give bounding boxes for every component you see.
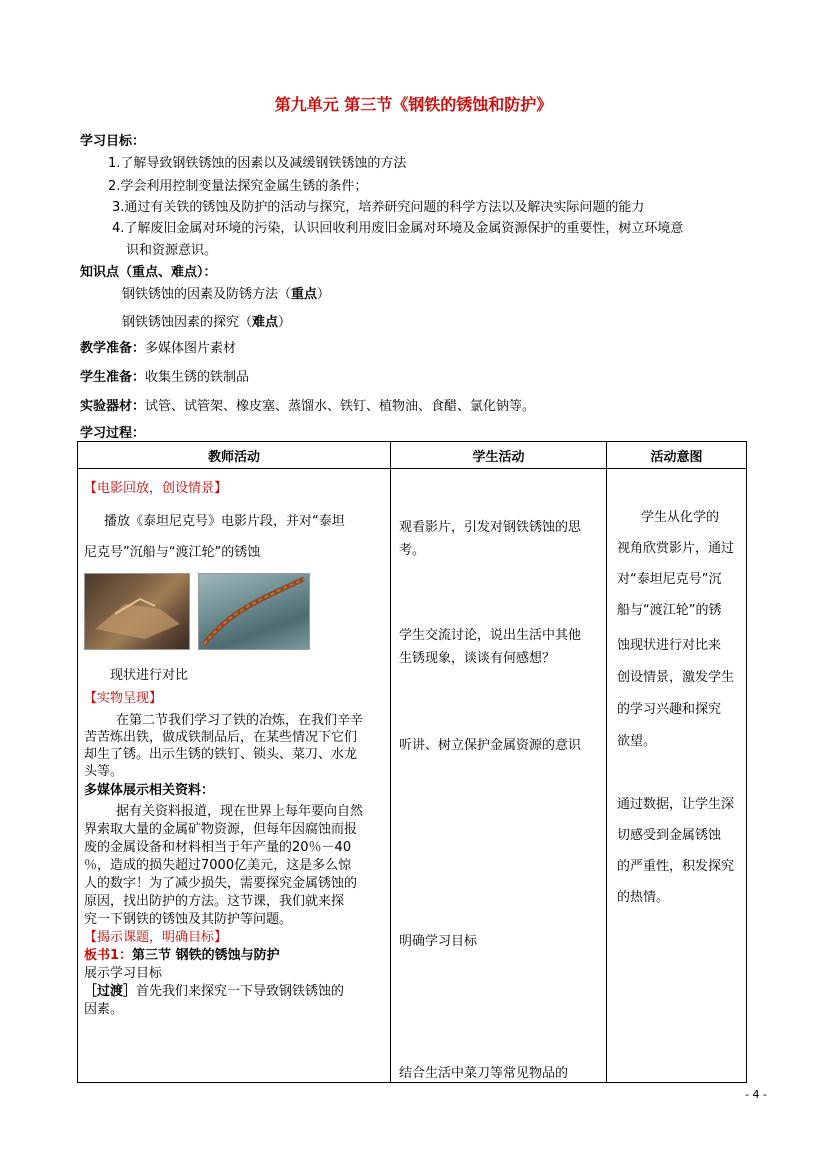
knowledge-paren: ） bbox=[317, 287, 331, 302]
teacher-prep-label: 教学准备： bbox=[80, 341, 146, 356]
paragraph-line: 现状进行对比 bbox=[110, 668, 189, 683]
intent-line: 切感受到金属锈蚀 bbox=[617, 828, 722, 843]
student-activity-line: 明确学习目标 bbox=[399, 934, 478, 949]
paragraph-line: 尼克号”沉船与“渡江轮”的锈蚀 bbox=[84, 545, 261, 560]
student-prep-label: 学生准备： bbox=[80, 370, 146, 385]
intent-line: 视角欣赏影片，通过 bbox=[617, 541, 735, 556]
board-text: 第三节 钢铁的锈蚀与防护 bbox=[132, 948, 280, 963]
objective-item: 1.了解导致钢铁锈蚀的因素以及减缓钢铁锈蚀的方法 bbox=[108, 156, 407, 171]
header-intent: 活动意图 bbox=[607, 442, 747, 469]
board-label: 板书1： bbox=[84, 948, 133, 963]
paragraph-line: ％，造成的损失超过7000亿美元，这是多么惊 bbox=[84, 858, 352, 873]
paragraph-line: 在第二节我们学习了铁的冶炼，在我们辛辛 bbox=[116, 713, 364, 728]
teacher-cell bbox=[78, 469, 391, 1083]
student-activity-line: 生锈现象，谈谈有何感想？ bbox=[399, 651, 556, 666]
ferry-rust-image bbox=[198, 573, 310, 650]
section-heading: 【实物呈现】 bbox=[84, 691, 163, 706]
paragraph-line: 据有关资料报道，现在世界上每年要向自然 bbox=[116, 804, 364, 819]
intent-line: 的严重性，积发探究 bbox=[617, 859, 735, 874]
section-heading: 【揭示课题，明确目标】 bbox=[84, 930, 228, 945]
page-number: - 4 - bbox=[745, 1088, 767, 1101]
process-heading: 学习过程： bbox=[80, 426, 146, 441]
intent-line: 的学习兴趣和探究 bbox=[617, 702, 722, 717]
intent-cell bbox=[607, 469, 747, 1083]
teacher-prep-value: 多媒体图片素材 bbox=[145, 341, 237, 356]
objective-item: 2.学会利用控制变量法探究金属生锈的条件； bbox=[108, 179, 368, 194]
equipment-label: 实验器材： bbox=[80, 399, 146, 414]
paragraph-line: 却生了锈。出示生锈的铁钉、锁头、菜刀、水龙 bbox=[84, 747, 358, 762]
student-activity-line: 结合生活中菜刀等常见物品的 bbox=[399, 1066, 569, 1081]
student-activity-line: 听讲、树立保护金属资源的意识 bbox=[399, 738, 582, 753]
paragraph-line: 究一下钢铁的锈蚀及其防护等问题。 bbox=[84, 912, 293, 927]
paragraph-line: 废的金属设备和材料相当于年产量的20％－40 bbox=[84, 840, 352, 855]
student-activity-line: 观看影片，引发对钢铁锈蚀的思 bbox=[399, 520, 582, 535]
student-activity-line: 考。 bbox=[399, 543, 426, 558]
header-teacher: 教师活动 bbox=[78, 442, 391, 469]
section-heading: 【电影回放，创设情景】 bbox=[84, 481, 228, 496]
knowledge-paren: ） bbox=[278, 315, 292, 330]
teacher-prep bbox=[80, 337, 236, 356]
knowledge-text: 钢铁锈蚀因素的探究（ bbox=[122, 315, 253, 330]
knowledge-point-1 bbox=[122, 283, 330, 302]
intent-line: 通过数据，让学生深 bbox=[617, 797, 735, 812]
intent-line: 船与“渡江轮”的锈 bbox=[617, 603, 722, 618]
paragraph-line: 人的数字！为了减少损失，需要探究金属锈蚀的 bbox=[84, 876, 358, 891]
paragraph-line: 原因，找出防护的方法。这节课，我们就来探 bbox=[84, 894, 345, 909]
objective-item: 3.通过有关铁的锈蚀及防护的活动与探究，培养研究问题的科学方法以及解决实际问题的能力 bbox=[112, 200, 645, 215]
transition-label: ［过渡］ bbox=[84, 984, 137, 999]
header-student: 学生活动 bbox=[391, 442, 607, 469]
equipment bbox=[80, 395, 535, 414]
paragraph-line: 界索取大量的金属矿物资源，但每年因腐蚀而报 bbox=[84, 822, 358, 837]
activity-table bbox=[77, 441, 747, 1083]
student-activity-line: 学生交流讨论，说出生活中其他 bbox=[399, 628, 582, 643]
student-prep bbox=[80, 366, 249, 385]
intent-line: 欲望。 bbox=[617, 734, 657, 749]
objectives-heading: 学习目标： bbox=[80, 134, 146, 149]
titanic-wreck-image bbox=[84, 573, 190, 650]
intent-line: 创设情景，激发学生 bbox=[617, 670, 735, 685]
paragraph-line: 展示学习目标 bbox=[84, 966, 163, 981]
intent-line: 对“泰坦尼克号”沉 bbox=[617, 572, 722, 587]
paragraph-line: 头等。 bbox=[84, 764, 124, 779]
titanic-wreck-icon bbox=[85, 574, 189, 649]
key-point-tag: 重点 bbox=[291, 287, 318, 302]
paragraph-line: 苦苦炼出铁，做成铁制品后，在某些情况下它们 bbox=[84, 730, 358, 745]
paragraph-line: 播放《泰坦尼克号》电影片段，并对“泰坦 bbox=[104, 514, 345, 529]
transition-line bbox=[84, 980, 344, 999]
paragraph-line: 因素。 bbox=[84, 1002, 124, 1017]
intent-line: 蚀现状进行对比来 bbox=[617, 638, 722, 653]
board-note bbox=[84, 944, 280, 963]
student-cell bbox=[391, 469, 607, 1083]
rusty-chain-icon bbox=[199, 574, 309, 649]
knowledge-heading: 知识点（重点、难点）： bbox=[80, 265, 217, 280]
section-heading: 多媒体展示相关资料： bbox=[84, 783, 215, 798]
page-title: 第九单元 第三节《钢铁的锈蚀和防护》 bbox=[274, 95, 553, 114]
knowledge-text: 钢铁锈蚀的因素及防锈方法（ bbox=[122, 287, 292, 302]
intent-line: 学生从化学的 bbox=[641, 510, 720, 525]
difficult-point-tag: 难点 bbox=[252, 315, 279, 330]
intent-line: 的热情。 bbox=[617, 890, 670, 905]
transition-text: 首先我们来探究一下导致钢铁锈蚀的 bbox=[136, 984, 345, 999]
objective-item: 识和资源意识。 bbox=[126, 243, 218, 258]
objective-item: 4.了解废旧金属对环境的污染，认识回收利用废旧金属对环境及金属资源保护的重要性，树立环境意 bbox=[112, 221, 684, 236]
student-prep-value: 收集生锈的铁制品 bbox=[145, 370, 250, 385]
knowledge-point-2 bbox=[122, 311, 291, 330]
equipment-value: 试管、试管架、橡皮塞、蒸馏水、铁钉、植物油、食醋、氯化钠等。 bbox=[145, 399, 536, 414]
